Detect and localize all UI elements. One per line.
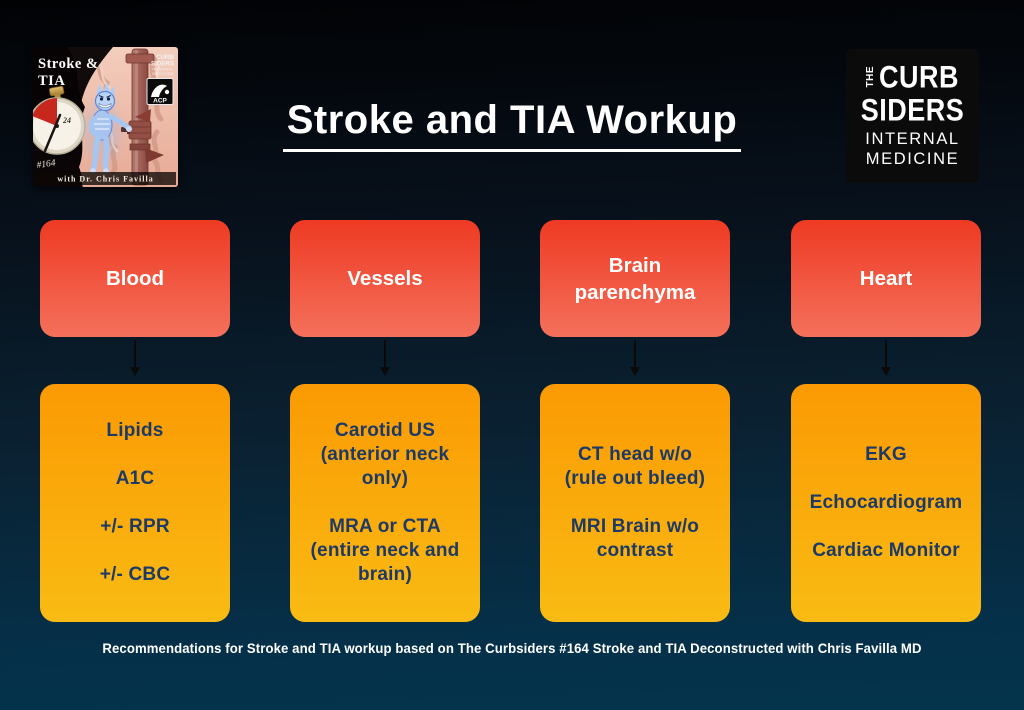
detail-line: MRA or CTA (329, 516, 441, 537)
down-arrow-shaft (634, 340, 636, 367)
detail-line: +/- RPR (100, 516, 170, 537)
curbsiders-logo-medicine: MEDICINE (865, 149, 960, 168)
workup-column (791, 220, 981, 622)
curbsiders-logo-internal: INTERNAL (865, 129, 960, 148)
down-arrow-head (630, 367, 640, 376)
detail-line: +/- CBC (99, 564, 171, 585)
detail-box (791, 384, 981, 622)
episode-title-line2: TIA (38, 73, 66, 89)
down-arrow-shaft (384, 340, 386, 367)
detail-box (290, 384, 480, 622)
detail-line: Cardiac Monitor (812, 540, 960, 561)
category-label: Brain parenchyma (574, 253, 696, 304)
detail-line: A1C (115, 468, 155, 489)
down-arrow-icon (40, 337, 230, 384)
episode-number: #164 (36, 158, 57, 171)
svg-text:CURB: CURB (156, 54, 174, 61)
svg-text:MEDICINE: MEDICINE (152, 72, 174, 76)
artwork-byline: with Dr. Chris Favilla (57, 174, 154, 184)
detail-line: Echocardiogram (809, 492, 963, 513)
category-label: Blood (105, 267, 165, 290)
down-arrow-head (130, 367, 140, 376)
detail-line: (anterior neck (320, 444, 450, 465)
detail-box (40, 384, 230, 622)
detail-line (632, 491, 637, 515)
workup-column (40, 220, 230, 622)
episode-title-line1: Stroke & (38, 56, 99, 72)
detail-line: (rule out bleed) (564, 468, 706, 489)
workup-column (290, 220, 480, 622)
svg-text:ACP: ACP (153, 97, 167, 105)
down-arrow-head (380, 367, 390, 376)
detail-line: EKG (865, 444, 907, 465)
footer-caption: Recommendations for Stroke and TIA workup based on The Curbsiders #164 Stroke and TIA Deconstructed with Chris Favilla MD (102, 640, 922, 656)
detail-line: Lipids (106, 420, 164, 441)
category-label: Heart (859, 267, 913, 290)
detail-line (883, 467, 888, 491)
detail-line (883, 515, 888, 539)
curbsiders-logo-curb: CURB (879, 58, 959, 95)
category-label: Vessels (347, 267, 423, 290)
page-title: Stroke and TIA Workup (283, 98, 742, 152)
detail-line: MRI Brain w/o (570, 516, 700, 537)
detail-line (132, 539, 137, 563)
stopwatch-number: 24 (63, 116, 71, 125)
detail-line: Carotid US (334, 420, 436, 441)
detail-line (382, 491, 387, 515)
detail-line: only) (361, 468, 409, 489)
detail-box (540, 384, 730, 622)
detail-line: CT head w/o (577, 444, 693, 465)
down-arrow-head (881, 367, 891, 376)
down-arrow-icon (290, 337, 480, 384)
down-arrow-shaft (134, 340, 136, 367)
detail-line: contrast (596, 540, 674, 561)
down-arrow-icon (791, 337, 981, 384)
detail-line (132, 443, 137, 467)
down-arrow-icon (540, 337, 730, 384)
category-box (40, 220, 230, 337)
category-box (791, 220, 981, 337)
detail-line: (entire neck and (310, 540, 460, 561)
category-box (540, 220, 730, 337)
curbsiders-logo-the: THE (865, 66, 876, 88)
category-box (290, 220, 480, 337)
detail-line (132, 491, 137, 515)
workup-column (540, 220, 730, 622)
detail-line: brain) (358, 564, 412, 585)
curbsiders-logo-siders: SIDERS (860, 91, 965, 128)
svg-text:SIDERS: SIDERS (150, 60, 174, 68)
down-arrow-shaft (885, 340, 887, 367)
svg-text:INTERNAL: INTERNAL (152, 67, 174, 72)
